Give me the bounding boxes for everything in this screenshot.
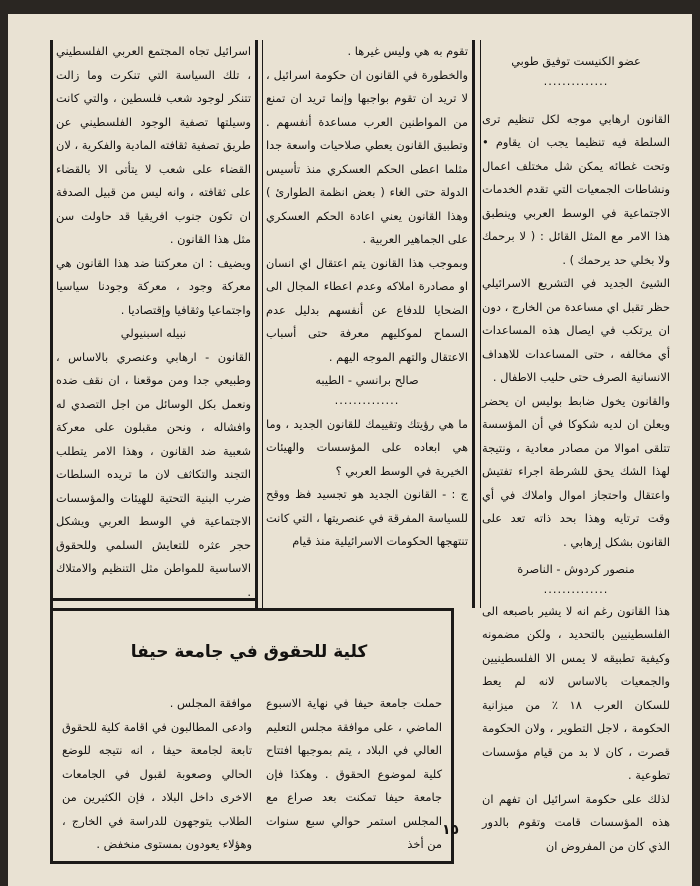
right-paragraph-2: الشيئ الجديد في التشريع الاسرائيلي حظر تقبل اي مساعدة من الخارج ، دون ان يرتكب في ايصال هذه المساعدات أي مخالفه ، حتى المساعدات للاهداف الانسانية الصرف حتى حليب الاطفال . — [482, 276, 670, 384]
box-right-column — [266, 692, 442, 851]
left-paragraph-1: اسرائيل تجاه المجتمع العربي الفلسطيني ، تلك السياسة التي تنكرت وما زالت تتنكر لوجود شعب فلسطين ، والتي كانت وسيلتها تصفية الوجود الفلسطيني عن طريق تصفية ثقافته المادية والفكرية ، لان القضاء على شعب لا يتأتى الا بالقضاء على ثقافته ، وانه ليس من قبيل الصدفة ان تكون جنوب افريقيا قد حاولت سن مثل هذا القانون . — [56, 44, 251, 246]
column-rule-right-inner — [480, 40, 481, 608]
column-rule-right — [472, 40, 475, 608]
left-paragraph-3: القانون - ارهابي وعنصري بالاساس ، وطبيعي جدا ومن موقعنا ، ان نقف ضده ونعمل بكل الوسائل من اجل التصدي له وافشاله ، ونحن مقبلون على معركة شعبية ضد القانون ، وهذا الامر يتطلب التجند والتكاثف لان ما تريده السلطات ضرب البنية التحتية للهيئات والمؤسسات الاجتماعية في الوسط العربي ويشكل حجر عثره للتعايش السلمي وللحقوق الاساسية للمواطن مثل التنظيم والامتلاك . — [56, 349, 251, 599]
column-rule-middle — [255, 40, 258, 608]
right-author-1: عضو الكنيست توفيق طوبي — [511, 54, 641, 68]
column-rule-left-outer — [50, 40, 53, 608]
right-paragraph-5: لذلك على حكومة اسرائيل ان تفهم ان هذه المؤسسات قامت وتقوم بالدور الذي كان من المفروض ان — [482, 791, 670, 853]
right-paragraph-3: والقانون يخول ضابط بوليس ان يحضر ويعلن ان لديه شكوكا في أن المؤسسة تتلقى اموالا من مصادر معادية ، ونتيجة لهذا الشك يحق للشرطة اجراء تفتيش واعتقال واحتجاز اموال واملاك في أي وقت ترتايه وهذا بحد ذاته تعد على القانون بشكل إرهابي . — [482, 393, 670, 549]
middle-author: صالح برانسي - الطيبه — [315, 373, 419, 387]
box-left-text: وادعى المطالبون في اقامة كلية للحقوق تابعة لجامعة حيفا ، انه نتيجه للوضع الحالي وصعوبة لقبول في الجامعات الاخرى داخل البلاد ، فإن الكثيرين من الطلاب يتوجهون للدراسة في الخارج ، وهؤلاء يعودون بمستوى منخفض . — [62, 719, 252, 851]
middle-paragraph-3: وبموجب هذا القانون يتم اعتقال اي انسان او مصادرة املاكه وعدم اعطاء المجال الى الضحايا للدفاع عن أنفسهم بدليل عدم السماح لموكليهم معرفة حتى أسباب الاعتقال والتهم الموجه اليهم . — [266, 255, 468, 364]
right-author-2: منصور كردوش - الناصرة — [517, 562, 635, 576]
middle-answer: ج : - القانون الجديد هو تجسيد فظ ووقح للسياسة المفرقة في عنصريتها ، التي كانت تنتهجها الحكومات الاسرائيلية منذ قيام — [266, 487, 468, 548]
right-column — [482, 50, 670, 860]
box-left-title: موافقة المجلس . — [169, 696, 252, 710]
left-paragraph-2: ويضيف : ان معركتنا ضد هذا القانون هي معركة وجود ، معركة وجودنا سياسيا واجتماعيا وثقافيا وإقتصاديا . — [56, 255, 251, 317]
column-rule-middle-inner — [262, 40, 263, 608]
right-paragraph-4: هذا القانون رغم انه لا يشير باصبعه الى الفلسطينيين بالتحديد ، ولكن مضمونه وكيفية تطبيقه لا يمس الا الفلسطينيين والجمعيات بالاساس لانه لم يعط للسكان العرب ١٨ ٪ من ميزانية الحكومة ، لاجل التطوير ، ولان الحكومة قصرت ، كان لا بد من قيام مؤسسات تطوعية . — [482, 603, 670, 782]
box-left-column — [62, 692, 252, 851]
page-number: ١٥ — [442, 822, 460, 838]
middle-paragraph-2: والخطورة في القانون ان حكومة اسرائيل ، لا تريد ان تقوم بواجبها وإنما تريد ان تمنع من المواطنين العرب مساعدة أنفسهم . وتطبيق القانون يعطي صلاحيات واسعة جدا مثلما اعطى الحكم العسكري منذ تأسيس الدولة حتى الغاء ( بعض انظمة الطوارئ ) وهذا القانون يعني اعادة الحكم العسكري على الجماهير العربية . — [266, 67, 468, 246]
middle-question: ما هي رؤيتك وتقييمك للقانون الجديد ، وما هي ابعاده على المؤسسات والهيئات الخيرية في الوسط العربي ؟ — [266, 416, 468, 478]
right-divider-1: .............. — [543, 73, 609, 88]
middle-column — [266, 40, 468, 600]
right-paragraph-1: القانون ارهابي موجه لكل تنظيم ترى السلطة فيه تنظيما يجب ان يقاوم • وتحت غطائه يمكن شل مختلف اعمال ونشاطات الجمعيات التي تقدم الخدمات الاجتماعية في الوسط العربي وينطبق هذا الامر مع المثل القائل : ( لا برحمك ولا بخلي حد يرحمك ) . — [482, 111, 670, 267]
left-author: نبيله اسبنيولي — [120, 326, 187, 340]
left-column — [56, 40, 251, 600]
box-right-text: حملت جامعة حيفا في نهاية الاسبوع الماضي ، على موافقة مجلس التعليم العالي في البلاد ، يتم بموجبها افتتاح كلية لموضوع الحقوق . وهكذا فإن جامعة حيفا تمكنت بعد صراع مع المجلس استمر حوالي سبع سنوات من أخذ — [266, 696, 442, 851]
right-divider-2: .............. — [543, 581, 609, 596]
middle-paragraph-1: تقوم به هي وليس غيرها . — [347, 44, 468, 58]
middle-divider: .............. — [334, 392, 400, 407]
box-headline: كلية للحقوق في جامعة حيفا — [130, 642, 368, 662]
